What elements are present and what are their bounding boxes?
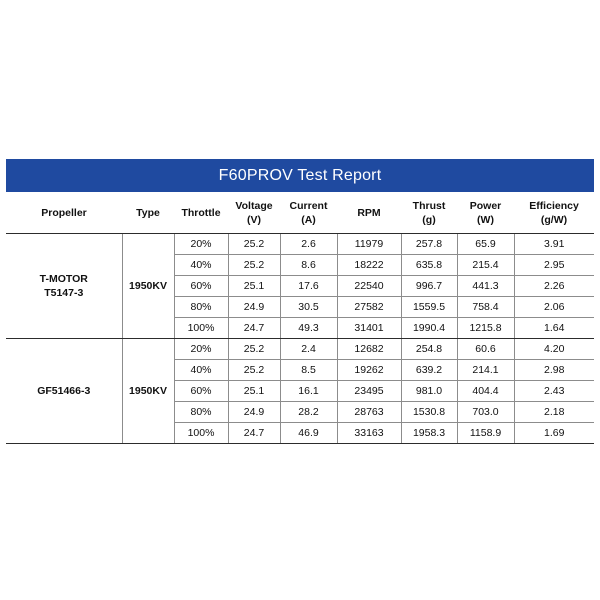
power-cell: 404.4 bbox=[457, 381, 514, 402]
thrust-cell: 635.8 bbox=[401, 255, 457, 276]
table-row bbox=[6, 234, 594, 255]
throttle-cell: 20% bbox=[174, 339, 228, 360]
thrust-cell: 1559.5 bbox=[401, 297, 457, 318]
current-cell: 8.5 bbox=[280, 360, 337, 381]
column-header-unit: (W) bbox=[477, 213, 494, 226]
efficiency-cell: 2.43 bbox=[514, 381, 594, 402]
column-header-throttle bbox=[174, 192, 228, 234]
propeller-model: T5147-3 bbox=[44, 287, 84, 299]
voltage-cell: 25.2 bbox=[228, 360, 280, 381]
propeller-cell bbox=[6, 234, 122, 339]
rpm-cell: 28763 bbox=[337, 402, 401, 423]
efficiency-cell: 4.20 bbox=[514, 339, 594, 360]
efficiency-cell: 2.95 bbox=[514, 255, 594, 276]
current-cell: 17.6 bbox=[280, 276, 337, 297]
column-header-label: Propeller bbox=[41, 206, 87, 219]
voltage-cell: 25.1 bbox=[228, 276, 280, 297]
thrust-cell: 254.8 bbox=[401, 339, 457, 360]
throttle-cell: 20% bbox=[174, 234, 228, 255]
voltage-cell: 25.2 bbox=[228, 339, 280, 360]
rpm-cell: 27582 bbox=[337, 297, 401, 318]
current-cell: 2.4 bbox=[280, 339, 337, 360]
current-cell: 28.2 bbox=[280, 402, 337, 423]
column-header-unit: (V) bbox=[247, 213, 261, 226]
power-cell: 65.9 bbox=[457, 234, 514, 255]
efficiency-cell: 2.26 bbox=[514, 276, 594, 297]
column-header-label: RPM bbox=[357, 206, 381, 219]
power-cell: 215.4 bbox=[457, 255, 514, 276]
efficiency-cell: 3.91 bbox=[514, 234, 594, 255]
column-header-label: Voltage bbox=[235, 199, 273, 212]
current-cell: 46.9 bbox=[280, 423, 337, 444]
report-title: F60PROV Test Report bbox=[6, 159, 594, 192]
rpm-cell: 11979 bbox=[337, 234, 401, 255]
current-cell: 8.6 bbox=[280, 255, 337, 276]
voltage-cell: 25.2 bbox=[228, 255, 280, 276]
motor-type-cell: 1950KV bbox=[122, 339, 174, 444]
throttle-cell: 60% bbox=[174, 276, 228, 297]
results-table bbox=[6, 192, 594, 444]
efficiency-cell: 1.64 bbox=[514, 318, 594, 339]
current-cell: 49.3 bbox=[280, 318, 337, 339]
table-row bbox=[6, 339, 594, 360]
column-header-propeller bbox=[6, 192, 122, 234]
column-header-label: Efficiency bbox=[529, 199, 579, 212]
power-cell: 758.4 bbox=[457, 297, 514, 318]
rpm-cell: 12682 bbox=[337, 339, 401, 360]
current-cell: 30.5 bbox=[280, 297, 337, 318]
power-cell: 1158.9 bbox=[457, 423, 514, 444]
column-header-efficiency bbox=[514, 192, 594, 234]
column-header-rpm bbox=[337, 192, 401, 234]
current-cell: 16.1 bbox=[280, 381, 337, 402]
voltage-cell: 25.2 bbox=[228, 234, 280, 255]
throttle-cell: 100% bbox=[174, 423, 228, 444]
rpm-cell: 19262 bbox=[337, 360, 401, 381]
throttle-cell: 40% bbox=[174, 255, 228, 276]
thrust-cell: 1958.3 bbox=[401, 423, 457, 444]
column-header-thrust bbox=[401, 192, 457, 234]
propeller-name: T-MOTOR bbox=[39, 273, 88, 285]
voltage-cell: 24.9 bbox=[228, 402, 280, 423]
thrust-cell: 1990.4 bbox=[401, 318, 457, 339]
throttle-cell: 100% bbox=[174, 318, 228, 339]
column-header-unit: (g/W) bbox=[540, 213, 568, 226]
column-header-type bbox=[122, 192, 174, 234]
efficiency-cell: 2.18 bbox=[514, 402, 594, 423]
thrust-cell: 1530.8 bbox=[401, 402, 457, 423]
column-header-unit: (g) bbox=[422, 213, 436, 226]
column-header-unit: (A) bbox=[301, 213, 316, 226]
power-cell: 60.6 bbox=[457, 339, 514, 360]
rpm-cell: 31401 bbox=[337, 318, 401, 339]
throttle-cell: 40% bbox=[174, 360, 228, 381]
rpm-cell: 18222 bbox=[337, 255, 401, 276]
column-header-power bbox=[457, 192, 514, 234]
power-cell: 1215.8 bbox=[457, 318, 514, 339]
throttle-cell: 80% bbox=[174, 402, 228, 423]
efficiency-cell: 2.98 bbox=[514, 360, 594, 381]
power-cell: 703.0 bbox=[457, 402, 514, 423]
voltage-cell: 24.7 bbox=[228, 423, 280, 444]
voltage-cell: 24.9 bbox=[228, 297, 280, 318]
current-cell: 2.6 bbox=[280, 234, 337, 255]
thrust-cell: 996.7 bbox=[401, 276, 457, 297]
motor-type-cell: 1950KV bbox=[122, 234, 174, 339]
column-header-label: Throttle bbox=[181, 206, 221, 219]
rpm-cell: 33163 bbox=[337, 423, 401, 444]
thrust-cell: 981.0 bbox=[401, 381, 457, 402]
header-row bbox=[6, 192, 594, 234]
efficiency-cell: 2.06 bbox=[514, 297, 594, 318]
column-header-current bbox=[280, 192, 337, 234]
propeller-cell bbox=[6, 339, 122, 444]
column-header-voltage bbox=[228, 192, 280, 234]
power-cell: 441.3 bbox=[457, 276, 514, 297]
thrust-cell: 257.8 bbox=[401, 234, 457, 255]
rpm-cell: 23495 bbox=[337, 381, 401, 402]
column-header-label: Power bbox=[469, 199, 502, 212]
propeller-name: GF51466-3 bbox=[37, 385, 91, 397]
voltage-cell: 25.1 bbox=[228, 381, 280, 402]
power-cell: 214.1 bbox=[457, 360, 514, 381]
column-header-label: Type bbox=[136, 206, 160, 219]
column-header-label: Thrust bbox=[412, 199, 446, 212]
voltage-cell: 24.7 bbox=[228, 318, 280, 339]
table-body bbox=[6, 234, 594, 444]
rpm-cell: 22540 bbox=[337, 276, 401, 297]
thrust-cell: 639.2 bbox=[401, 360, 457, 381]
efficiency-cell: 1.69 bbox=[514, 423, 594, 444]
column-header-label: Current bbox=[289, 199, 328, 212]
throttle-cell: 60% bbox=[174, 381, 228, 402]
test-report bbox=[6, 159, 594, 444]
throttle-cell: 80% bbox=[174, 297, 228, 318]
